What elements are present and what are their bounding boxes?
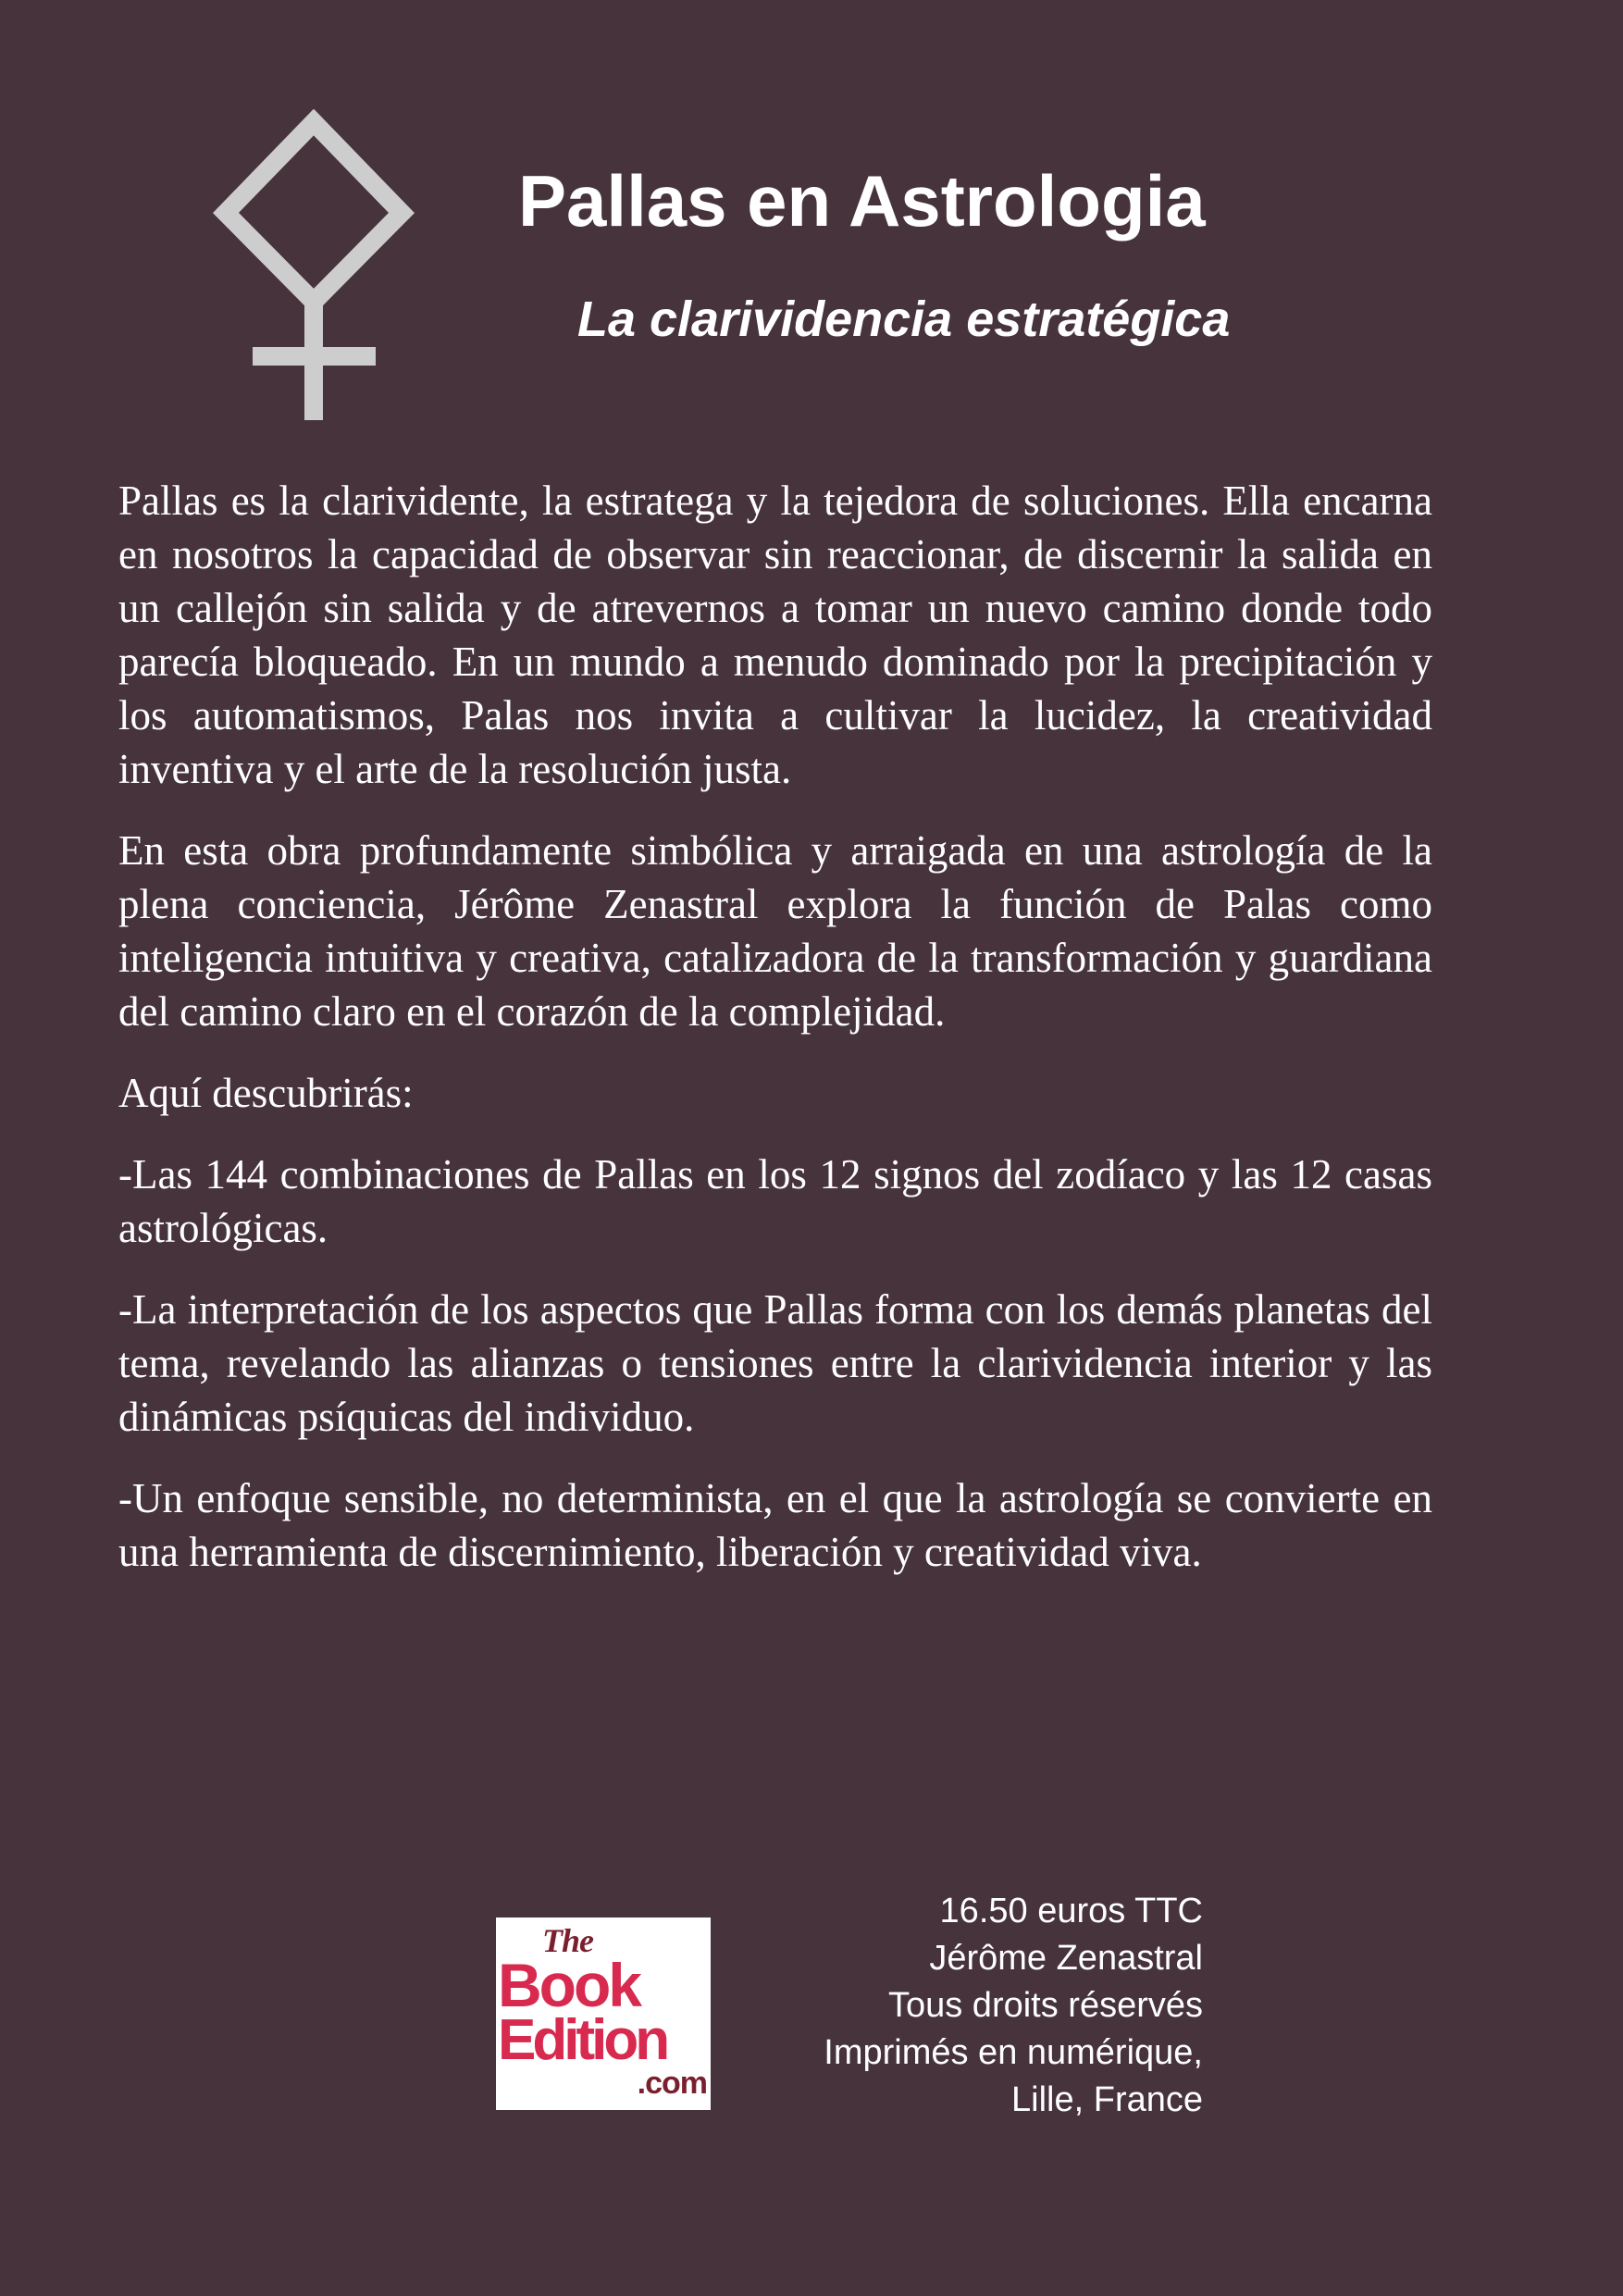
- intro-paragraph: Pallas es la clarividente, la estratega y la tejedora de soluciones. Ella encarna en nosotros la capacidad de observar sin reaccionar, de discernir la salida en un callejón sin salida y de atrevernos a tomar un nuevo camino donde todo parecía bloqueado. En un mundo a menudo dominado por la precipitación y los automatismos, Palas nos invita a cultivar la lucidez, la creatividad inventiva y el arte de la resolución justa.: [118, 478, 1432, 792]
- logo-edition-text: Edition: [498, 2008, 667, 2072]
- location-text: Lille, France: [1011, 2080, 1203, 2119]
- book-title: Pallas en Astrologia: [518, 160, 1206, 242]
- list-item: -La interpretación de los aspectos que Pallas forma con los demás planetas del tema, revelando las alianzas o tensiones entre la clarividencia interior y las dinámicas psíquicas del individuo.: [118, 1286, 1432, 1440]
- thebookedition-logo: [496, 1917, 711, 2110]
- author-name: Jérôme Zenastral: [929, 1939, 1203, 1978]
- list-item: -Un enfoque sensible, no determinista, en el que la astrología se convierte en una herramienta de discernimiento, liberación y creatividad viva.: [118, 1475, 1432, 1575]
- price-text: 16.50 euros TTC: [939, 1892, 1203, 1930]
- pallas-glyph-icon: [211, 109, 416, 420]
- book-subtitle: La clarividencia estratégica: [577, 292, 1231, 347]
- logo-the-text: The: [542, 1922, 593, 1959]
- printed-text: Imprimés en numérique,: [824, 2033, 1203, 2072]
- logo-com-text: .com: [637, 2066, 707, 2101]
- list-item: -Las 144 combinaciones de Pallas en los 12 signos del zodíaco y las 12 casas astrológicas.: [118, 1151, 1432, 1251]
- rights-text: Tous droits réservés: [887, 1986, 1203, 2025]
- logo-book-text: Book: [498, 1951, 639, 2019]
- imprint-block: [722, 1888, 1203, 2124]
- work-paragraph: En esta obra profundamente simbólica y arraigada en una astrología de la plena conciencia, Jérôme Zenastral explora la función de Palas como inteligencia intuitiva y creativa, catalizadora de la transformación y guardiana del camino claro en el corazón de la complejidad.: [118, 827, 1432, 1035]
- discover-heading: Aquí descubrirás:: [118, 1070, 414, 1116]
- back-cover-description: [118, 474, 1432, 1607]
